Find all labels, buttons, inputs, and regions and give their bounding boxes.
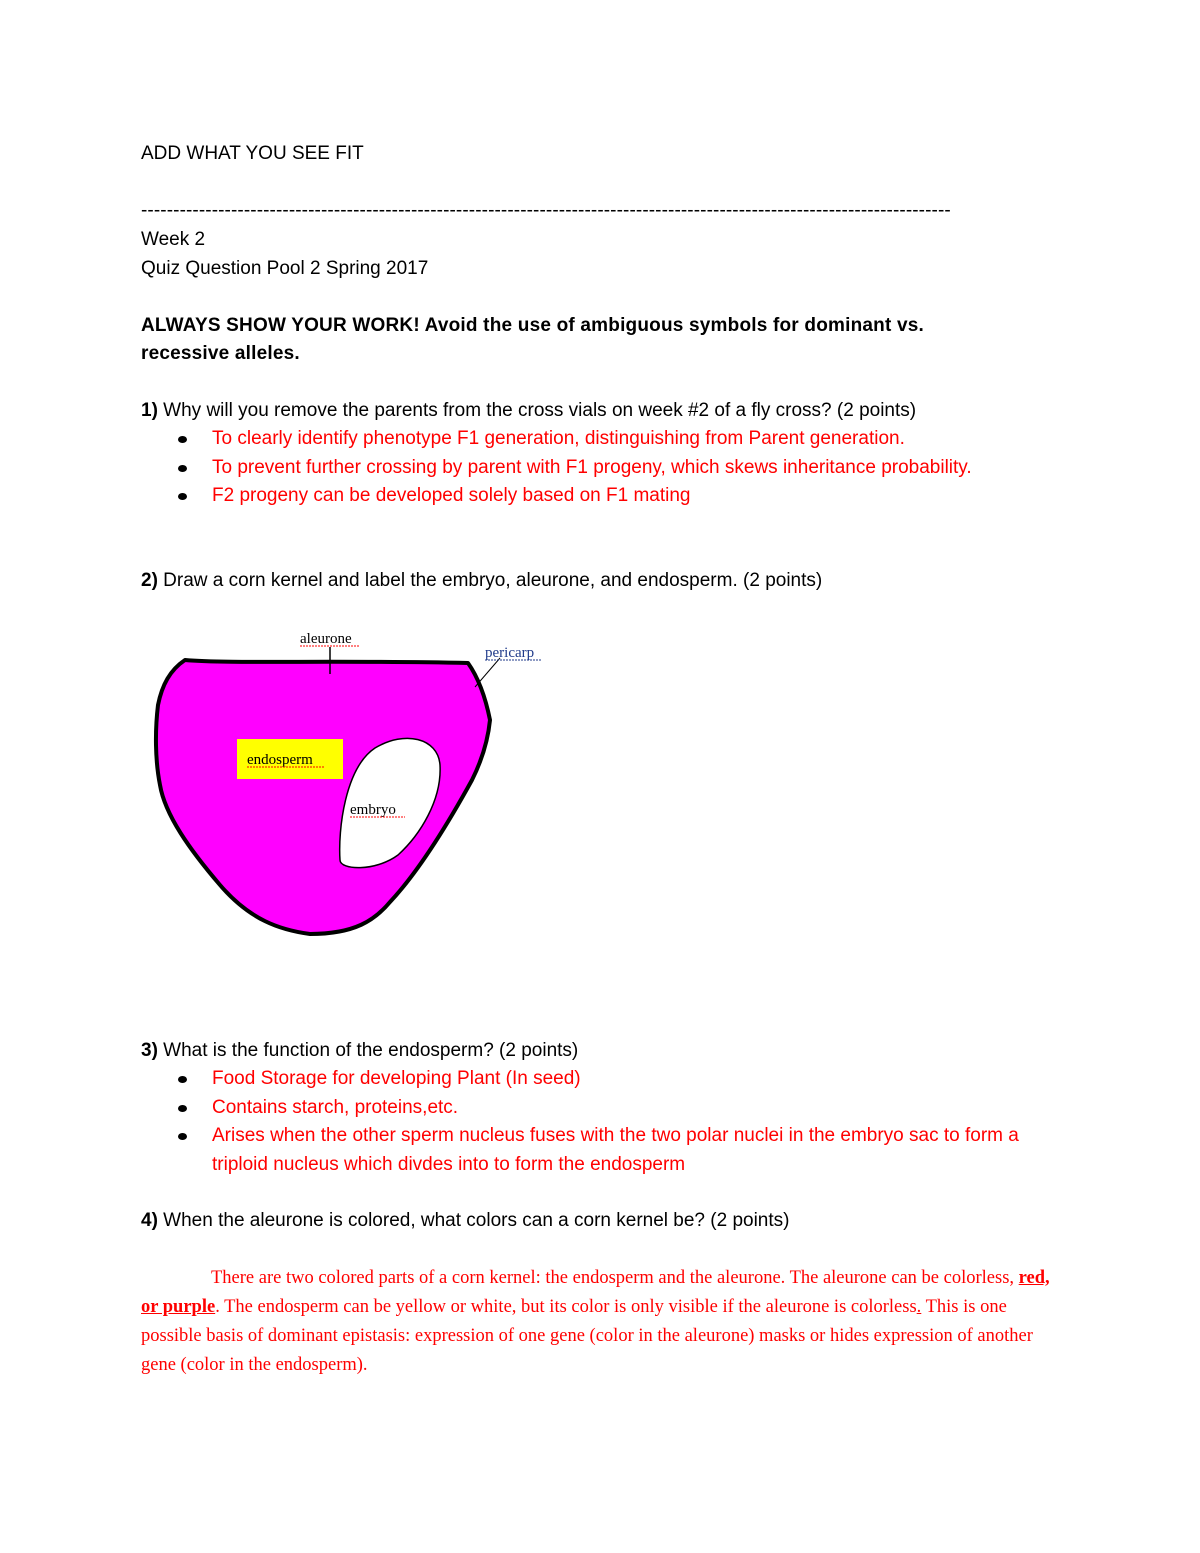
question-4-answer bbox=[141, 1264, 1071, 1380]
question-4-number: 4) bbox=[141, 1210, 158, 1231]
bullet-dot-icon bbox=[178, 465, 187, 472]
kernel-shape bbox=[156, 660, 490, 934]
question-2-text: Draw a corn kernel and label the embryo, aleurone, and endosperm. (2 points) bbox=[157, 570, 823, 591]
list-item bbox=[141, 425, 1021, 454]
answer-text: F2 progeny can be developed solely based on F1 mating bbox=[212, 485, 691, 506]
bullet-dot-icon bbox=[178, 1076, 187, 1083]
bullet-dot-icon bbox=[178, 1105, 187, 1112]
answer-period: . bbox=[916, 1297, 922, 1317]
answer-text: To clearly identify phenotype F1 generation, distinguishing from Parent generation. bbox=[212, 428, 905, 449]
question-1-number: 1) bbox=[141, 400, 158, 421]
answer-text: Arises when the other sperm nucleus fuses with the two polar nuclei in the embryo sac to form a triploid nucleus which divdes into to form the endosperm bbox=[212, 1125, 1019, 1175]
question-3-answers bbox=[141, 1065, 1061, 1179]
week-label: Week 2 bbox=[141, 229, 206, 250]
list-item bbox=[141, 454, 1021, 483]
answer-text: To prevent further crossing by parent with F1 progeny, which skews inheritance probability. bbox=[212, 456, 972, 478]
embryo-label: embryo bbox=[350, 802, 396, 818]
aleurone-label: aleurone bbox=[300, 631, 352, 647]
list-item bbox=[141, 1122, 1061, 1179]
pericarp-pointer-line bbox=[475, 658, 500, 687]
answer-text: Food Storage for developing Plant (In seed) bbox=[212, 1068, 581, 1089]
question-1-text: Why will you remove the parents from the cross vials on week #2 of a fly cross? (2 points) bbox=[157, 400, 917, 421]
list-item bbox=[141, 1065, 1061, 1094]
instructions-line-2: recessive alleles. bbox=[141, 343, 300, 364]
question-3 bbox=[141, 1038, 578, 1064]
question-2-number: 2) bbox=[141, 570, 158, 591]
instructions-line-1: ALWAYS SHOW YOUR WORK! Avoid the use of ambiguous symbols for dominant vs. bbox=[141, 315, 924, 336]
list-item bbox=[141, 482, 1021, 511]
pericarp-label: pericarp bbox=[485, 645, 535, 661]
question-3-number: 3) bbox=[141, 1040, 158, 1061]
separator-line: ------------------------------------------------------------------------------------------------------------------------------ bbox=[141, 200, 951, 221]
question-2 bbox=[141, 568, 822, 594]
note-line: ADD WHAT YOU SEE FIT bbox=[141, 143, 364, 164]
answer-emphasis: red, or purple bbox=[141, 1268, 1050, 1317]
question-1-answers bbox=[141, 425, 1021, 511]
answer-part-3: This is one possible basis of dominant epistasis: expression of one gene (color in the aleurone) masks or hides expression of another gene (color in the endosperm). bbox=[141, 1297, 1033, 1375]
answer-part-2: . The endosperm can be yellow or white, but its color is only visible if the aleurone is colorless bbox=[215, 1297, 917, 1317]
endosperm-label: endosperm bbox=[247, 752, 313, 768]
pool-title: Quiz Question Pool 2 Spring 2017 bbox=[141, 258, 429, 279]
question-3-text: What is the function of the endosperm? (2 points) bbox=[157, 1040, 579, 1061]
answer-part-1: There are two colored parts of a corn kernel: the endosperm and the aleurone. The aleurone can be colorless, bbox=[211, 1268, 1019, 1288]
list-item bbox=[141, 1094, 1061, 1123]
answer-text: Contains starch, proteins,etc. bbox=[212, 1096, 459, 1118]
question-4-text: When the aleurone is colored, what colors can a corn kernel be? (2 points) bbox=[157, 1210, 790, 1231]
question-1 bbox=[141, 398, 916, 424]
bullet-dot-icon bbox=[178, 1133, 187, 1140]
bullet-dot-icon bbox=[178, 436, 187, 443]
corn-kernel-diagram bbox=[150, 620, 570, 950]
bullet-dot-icon bbox=[178, 493, 187, 500]
question-4 bbox=[141, 1208, 789, 1234]
